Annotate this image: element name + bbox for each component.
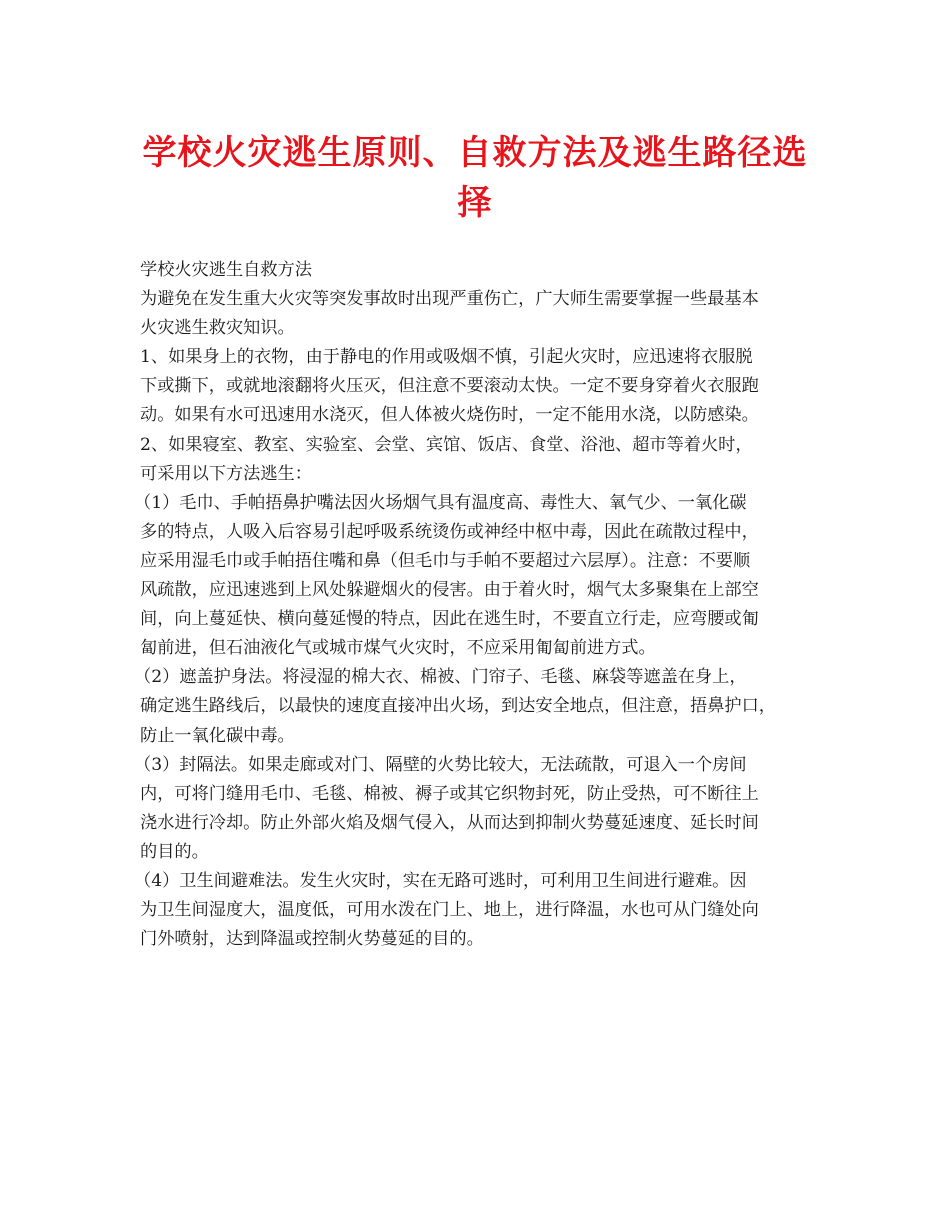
body-text-line: （1）毛巾、手帕捂鼻护嘴法因火场烟气具有温度高、毒性大、氧气少、一氧化碳 bbox=[134, 492, 747, 513]
body-text-line: 为避免在发生重大火灾等突发事故时出现严重伤亡，广大师生需要掌握一些最基本 bbox=[140, 289, 759, 310]
body-text-line: （3）封隔法。如果走廊或对门、隔壁的火势比较大，无法疏散，可退入一个房间 bbox=[134, 754, 747, 775]
body-text-line: 的目的。 bbox=[140, 841, 209, 862]
body-text-line: 为卫生间湿度大，温度低，可用水泼在门上、地上，进行降温，水也可从门缝处向 bbox=[140, 900, 759, 921]
body-text-line: （2）遮盖护身法。将浸湿的棉大衣、棉被、门帘子、毛毯、麻袋等遮盖在身上， bbox=[134, 667, 747, 688]
body-text-line: 浇水进行冷却。防止外部火焰及烟气侵入，从而达到抑制火势蔓延速度、延长时间 bbox=[140, 812, 759, 833]
body-text-line: （4）卫生间避难法。发生火灾时，实在无路可逃时，可利用卫生间进行避难。因 bbox=[134, 870, 747, 891]
document-body bbox=[134, 256, 820, 954]
document-title bbox=[120, 128, 830, 228]
body-text-line: 下或撕下，或就地滚翻将火压灭，但注意不要滚动太快。一定不要身穿着火衣服跑 bbox=[140, 376, 759, 397]
body-text-line: 匐前进，但石油液化气或城市煤气火灾时，不应采用匍匐前进方式。 bbox=[140, 638, 656, 659]
body-text-line: 2、如果寝室、教室、实验室、会堂、宾馆、饭店、食堂、浴池、超市等着火时， bbox=[140, 434, 753, 455]
body-text-line: 应采用湿毛巾或手帕捂住嘴和鼻（但毛巾与手帕不要超过六层厚）。注意：不要顺 bbox=[140, 550, 751, 571]
section-heading: 学校火灾逃生自救方法 bbox=[140, 260, 312, 280]
body-text-line: 火灾逃生救灾知识。 bbox=[140, 318, 295, 339]
body-text-line: 内，可将门缝用毛巾、毛毯、棉被、褥子或其它织物封死，防止受热，可不断往上 bbox=[140, 783, 759, 804]
body-text-line: 门外喷射，达到降温或控制火势蔓延的目的。 bbox=[140, 929, 484, 950]
body-text-line: 1、如果身上的衣物，由于静电的作用或吸烟不慎，引起火灾时，应迅速将衣服脱 bbox=[140, 347, 753, 368]
title-line: 学校火灾逃生原则、自救方法及逃生路径选 bbox=[142, 133, 808, 173]
body-text-line: 风疏散，应迅速逃到上风处躲避烟火的侵害。由于着火时，烟气太多聚集在上部空 bbox=[140, 580, 759, 601]
title-line: 择 bbox=[457, 183, 493, 223]
body-text-line: 可采用以下方法逃生： bbox=[140, 463, 312, 484]
body-text-line: 多的特点，人吸入后容易引起呼吸系统烫伤或神经中枢中毒，因此在疏散过程中， bbox=[140, 521, 759, 542]
body-text-line: 间，向上蔓延快、横向蔓延慢的特点，因此在逃生时，不要直立行走，应弯腰或匍 bbox=[140, 609, 759, 630]
body-text-line: 确定逃生路线后，以最快的速度直接冲出火场，到达安全地点，但注意，捂鼻护口， bbox=[140, 696, 776, 717]
body-text-line: 防止一氧化碳中毒。 bbox=[140, 725, 295, 746]
body-text-line: 动。如果有水可迅速用水浇灭，但人体被火烧伤时，一定不能用水浇，以防感染。 bbox=[140, 405, 759, 426]
